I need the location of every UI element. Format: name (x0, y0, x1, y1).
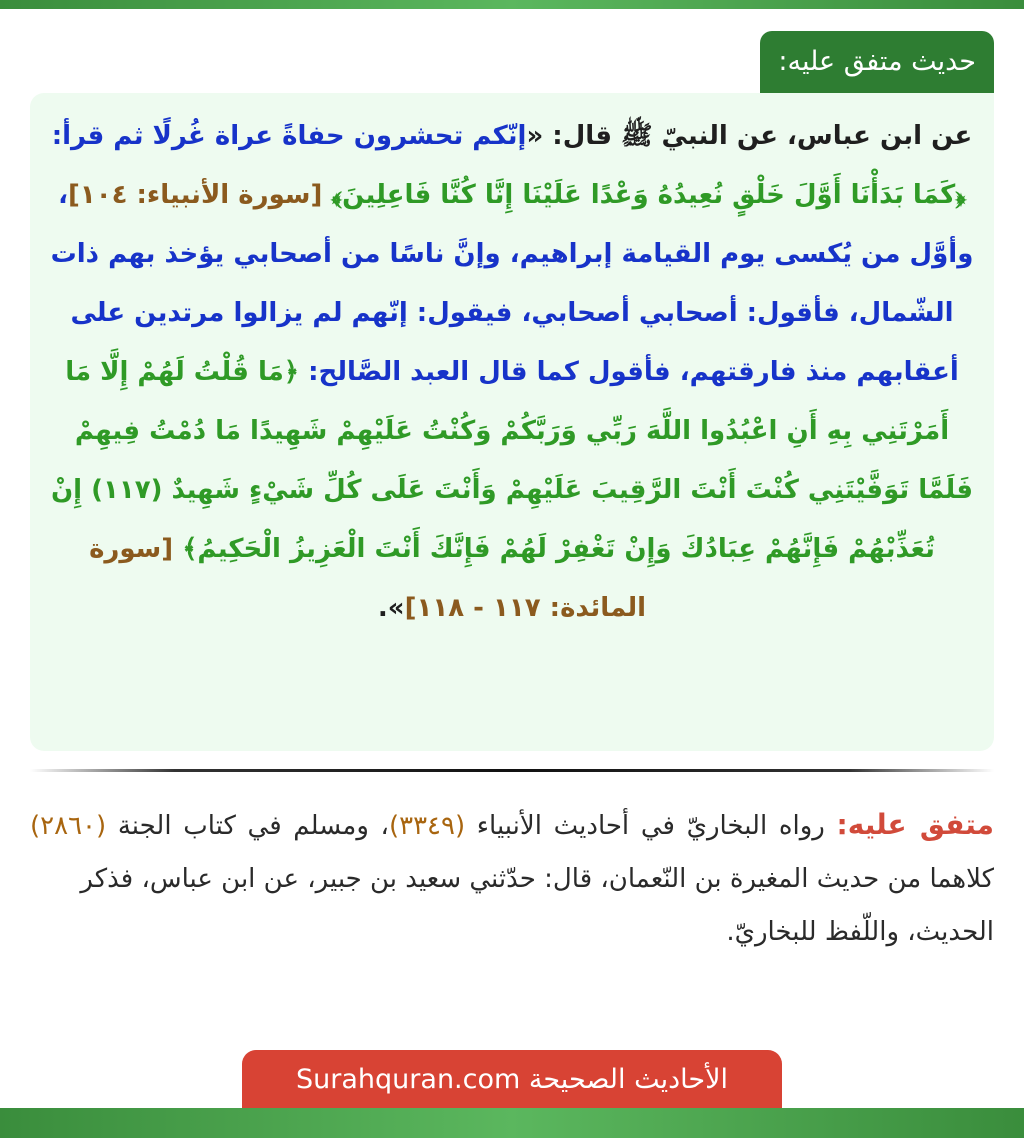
quran-verse-1: ﴿كَمَا بَدَأْنَا أَوَّلَ خَلْقٍ نُعِيدُهُ وَعْدًا عَلَيْنَا إِنَّا كُنَّا فَاعِلِينَ﴾ (331, 180, 966, 210)
takhrij-text-2: ، ومسلم في كتاب الجنة (106, 811, 389, 841)
quran-reference-2: [سورة المائدة: ١١٧ - ١١٨] (89, 534, 647, 623)
muslim-number: (٢٨٦٠) (30, 811, 107, 841)
hadith-text-box (30, 93, 994, 751)
hadith-type-badge: حديث متفق عليه: (760, 31, 994, 93)
site-link-badge[interactable]: الأحاديث الصحيحة Surahquran.com (242, 1050, 782, 1108)
hadith-closing: ». (377, 593, 405, 623)
bottom-accent-bar (0, 1108, 1024, 1138)
takhrij-text-4: الحديث، واللّفظ للبخاريّ. (726, 917, 994, 947)
section-divider (30, 769, 994, 772)
bukhari-number: (٣٣٤٩) (388, 811, 466, 841)
prophet-words-2: ، وأوَّل من يُكسى يوم القيامة إبراهيم، وإنَّ ناسًا من أصحابي يؤخذ بهم ذات الشّمال، فأقول: أصحابي أصحابي، فيقول: إنّهم لم يزالوا مرتدين على أعقابهم منذ فارقتهم، فأقول كما قال العبد الصَّالح: (50, 180, 974, 387)
prophet-words-1: إنّكم تحشرون حفاةً عراة غُرلًا ثم قرأ: (51, 121, 527, 151)
takhrij-section (30, 798, 994, 959)
hadith-narrator: عن ابن عباس، عن النبيّ ﷺ قال: « (526, 121, 973, 151)
top-accent-bar (0, 0, 1024, 9)
quran-verse-2: ﴿مَا قُلْتُ لَهُمْ إِلَّا مَا أَمَرْتَنِي بِهِ أَنِ اعْبُدُوا اللَّهَ رَبِّي وَرَبَّكُمْ وَكُنْتُ عَلَيْهِمْ شَهِيدًا مَا دُمْتُ فِيهِمْ فَلَمَّا تَوَفَّيْتَنِي كُنْتَ أَنْتَ الرَّقِيبَ عَلَيْهِمْ وَأَنْتَ عَلَى كُلِّ شَيْءٍ شَهِيدٌ (١١٧) إِنْ تُعَذِّبْهُمْ فَإِنَّهُمْ عِبَادُكَ وَإِنْ تَغْفِرْ لَهُمْ فَإِنَّكَ أَنْتَ الْعَزِيزُ الْحَكِيمُ﴾ (50, 357, 974, 564)
quran-reference-1: [سورة الأنبياء: ١٠٤] (67, 180, 332, 210)
takhrij-text-1: رواه البخاريّ في أحاديث الأنبياء (465, 811, 837, 841)
takhrij-label: متفق عليه: (836, 808, 994, 841)
takhrij-text-3: كلاهما من حديث المغيرة بن النّعمان، قال: حدّثني سعيد بن جبير، عن ابن عباس، فذكر (80, 864, 994, 894)
